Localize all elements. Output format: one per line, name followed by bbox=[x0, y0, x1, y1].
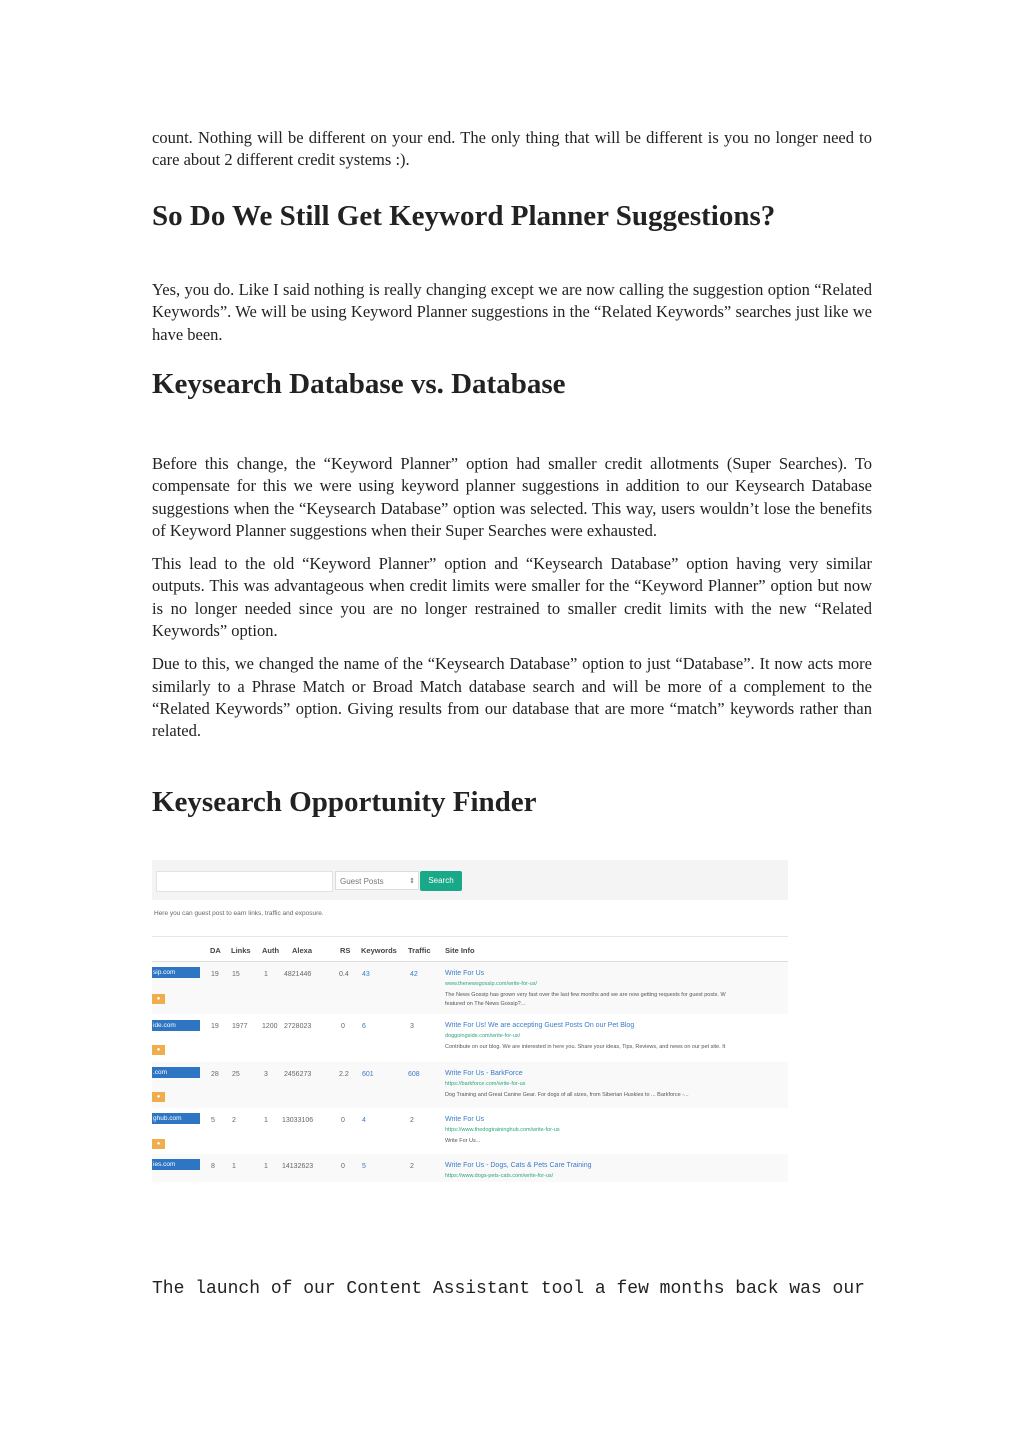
cell-keywords[interactable]: 4 bbox=[362, 1117, 366, 1124]
cell-rs: 0 bbox=[341, 1163, 345, 1170]
cell-keywords[interactable]: 43 bbox=[362, 971, 370, 978]
cell-da: 19 bbox=[211, 1023, 219, 1030]
section2-heading: Keysearch Database vs. Database bbox=[152, 368, 566, 400]
site-title-link[interactable]: Write For Us - BarkForce bbox=[445, 1070, 523, 1077]
cell-alexa: 2456273 bbox=[284, 1071, 312, 1078]
cell-keywords[interactable]: 5 bbox=[362, 1163, 366, 1170]
cell-alexa: 13033106 bbox=[282, 1117, 314, 1124]
cell-traffic[interactable]: 42 bbox=[410, 971, 418, 978]
rss-badge-icon[interactable]: ● bbox=[152, 994, 165, 1004]
search-input[interactable] bbox=[156, 871, 333, 892]
search-button[interactable]: Search bbox=[420, 871, 462, 891]
cell-da: 19 bbox=[211, 971, 219, 978]
cell-alexa: 2728023 bbox=[284, 1023, 312, 1030]
cell-links: 2 bbox=[232, 1117, 236, 1124]
domain-tag[interactable]: .com bbox=[152, 1067, 200, 1078]
cell-traffic: 2 bbox=[410, 1117, 414, 1124]
cell-rs: 0 bbox=[341, 1117, 345, 1124]
cell-alexa: 4821446 bbox=[284, 971, 312, 978]
col-auth[interactable]: Auth bbox=[262, 946, 280, 955]
site-url[interactable]: www.thenewsgossip.com/write-for-us/ bbox=[445, 981, 538, 987]
col-links[interactable]: Links bbox=[231, 946, 251, 955]
col-traffic[interactable]: Traffic bbox=[408, 946, 431, 955]
cell-da: 5 bbox=[211, 1117, 215, 1124]
site-description: Dog Training and Great Canine Gear. For dogs of all sizes, from Siberian Huskies to ... Barkforce -... bbox=[445, 1092, 689, 1098]
site-url[interactable]: https://www.dogs-pets-cats.com/write-for-us/ bbox=[445, 1173, 554, 1179]
intro-text: count. Nothing will be different on your end. The only thing that will be different is you no longer need to care about 2 different credit systems :). bbox=[152, 128, 872, 170]
site-title-link[interactable]: Write For Us! We are accepting Guest Posts On our Pet Blog bbox=[445, 1022, 635, 1029]
table-row bbox=[152, 962, 788, 1014]
site-description bbox=[445, 991, 788, 1009]
section2-paragraph-3: Due to this, we changed the name of the “Keysearch Database” option to just “Database”. It now acts more similarly to a Phrase Match or Broad Match database search and will be more of a complement to the “Related Keywords” option. Giving results from our database that are more “match” keywords rather than related. bbox=[152, 654, 872, 741]
site-url[interactable]: doggoingside.com/write-for-us/ bbox=[445, 1033, 521, 1039]
col-site-info[interactable]: Site Info bbox=[445, 946, 475, 955]
domain-tag[interactable]: ide.com bbox=[152, 1020, 200, 1031]
closing-text: The launch of our Content Assistant tool a few months back was our bbox=[152, 1279, 865, 1299]
cell-traffic[interactable]: 608 bbox=[408, 1071, 420, 1078]
divider bbox=[152, 936, 788, 937]
cell-auth: 1 bbox=[264, 971, 268, 978]
cell-links: 1977 bbox=[232, 1023, 248, 1030]
domain-tag[interactable]: ghub.com bbox=[152, 1113, 200, 1124]
col-keywords[interactable]: Keywords bbox=[361, 946, 397, 955]
hint-text: Here you can guest post to earn links, traffic and exposure. bbox=[154, 910, 324, 917]
cell-auth: 1 bbox=[264, 1117, 268, 1124]
cell-links: 15 bbox=[232, 971, 240, 978]
cell-auth: 1 bbox=[264, 1163, 268, 1170]
site-desc-line2: featured on The News Gossip?... bbox=[445, 1001, 526, 1007]
table-row bbox=[152, 1154, 788, 1182]
section2-paragraph-1: Before this change, the “Keyword Planner” option had smaller credit allotments (Super Searches). To compensate for this we were using keyword planner suggestions in addition to our Keysearch Database suggestions when the “Keysearch Database” option was selected. This way, users wouldn’t lose the benefits of Keyword Planner suggestions when their Super Searches were exhausted. bbox=[152, 454, 872, 540]
site-url[interactable]: https://www.thedogtraininghub.com/write-for-us bbox=[445, 1127, 560, 1133]
site-description: Write For Us... bbox=[445, 1138, 481, 1144]
rss-badge-icon[interactable]: ● bbox=[152, 1045, 165, 1055]
col-rs[interactable]: RS bbox=[340, 946, 351, 955]
site-title-link[interactable]: Write For Us - Dogs, Cats & Pets Care Training bbox=[445, 1162, 592, 1169]
cell-keywords[interactable]: 6 bbox=[362, 1023, 366, 1030]
col-alexa[interactable]: Alexa bbox=[292, 946, 313, 955]
cell-links: 1 bbox=[232, 1163, 236, 1170]
table-row bbox=[152, 1014, 788, 1062]
rss-badge-icon[interactable]: ● bbox=[152, 1139, 165, 1149]
section1-heading: So Do We Still Get Keyword Planner Suggestions? bbox=[152, 200, 776, 232]
cell-da: 8 bbox=[211, 1163, 215, 1170]
rss-badge-icon[interactable]: ● bbox=[152, 1092, 165, 1102]
cell-auth: 3 bbox=[264, 1071, 268, 1078]
table-row bbox=[152, 1062, 788, 1108]
table-row bbox=[152, 1108, 788, 1154]
domain-tag[interactable]: sip.com bbox=[152, 967, 200, 978]
col-da[interactable]: DA bbox=[210, 946, 221, 955]
section1-paragraph: Yes, you do. Like I said nothing is really changing except we are now calling the suggestion option “Related Keywords”. We will be using Keyword Planner suggestions in the “Related Keywords” searches just like we have been. bbox=[152, 280, 872, 344]
site-title-link[interactable]: Write For Us bbox=[445, 970, 485, 977]
cell-auth: 1200 bbox=[262, 1023, 278, 1030]
site-desc-line1: The News Gossip has grown very fast over the last few months and we are now getting requests for guest posts. W bbox=[445, 992, 726, 998]
intro-paragraph bbox=[152, 127, 872, 172]
cell-traffic: 2 bbox=[410, 1163, 414, 1170]
cell-keywords[interactable]: 601 bbox=[362, 1071, 374, 1078]
cell-rs: 0 bbox=[341, 1023, 345, 1030]
cell-rs: 0.4 bbox=[339, 971, 349, 978]
category-select[interactable] bbox=[335, 871, 419, 890]
cell-traffic: 3 bbox=[410, 1023, 414, 1030]
section2 bbox=[152, 368, 872, 401]
cell-alexa: 14132623 bbox=[282, 1163, 314, 1170]
category-select-value: Guest Posts bbox=[340, 877, 384, 886]
opportunity-finder-screenshot bbox=[152, 860, 788, 1182]
cell-da: 28 bbox=[211, 1071, 219, 1078]
site-title-link[interactable]: Write For Us bbox=[445, 1116, 485, 1123]
cell-rs: 2.2 bbox=[339, 1071, 349, 1078]
section1-body bbox=[152, 279, 872, 346]
select-arrow-icon: ⇕ bbox=[409, 878, 415, 885]
section3-heading: Keysearch Opportunity Finder bbox=[152, 786, 537, 818]
section2-paragraph-2: This lead to the old “Keyword Planner” option and “Keysearch Database” option having very similar outputs. This was advantageous when credit limits were smaller for the “Keyword Planner” option but now is no longer needed since you are no longer restrained to smaller credit limits with the new “Related Keywords” option. bbox=[152, 554, 872, 641]
section2-body bbox=[152, 453, 872, 743]
domain-tag[interactable]: ies.com bbox=[152, 1159, 200, 1170]
site-description: Contribute on our blog. We are interested in here you. Share your ideas, Tips, Reviews, and news on our pet site. It bbox=[445, 1044, 726, 1050]
section1 bbox=[152, 200, 872, 233]
site-url[interactable]: https://barkforce.com/write-for-us bbox=[445, 1081, 526, 1087]
cell-links: 25 bbox=[232, 1071, 240, 1078]
section3 bbox=[152, 786, 872, 819]
